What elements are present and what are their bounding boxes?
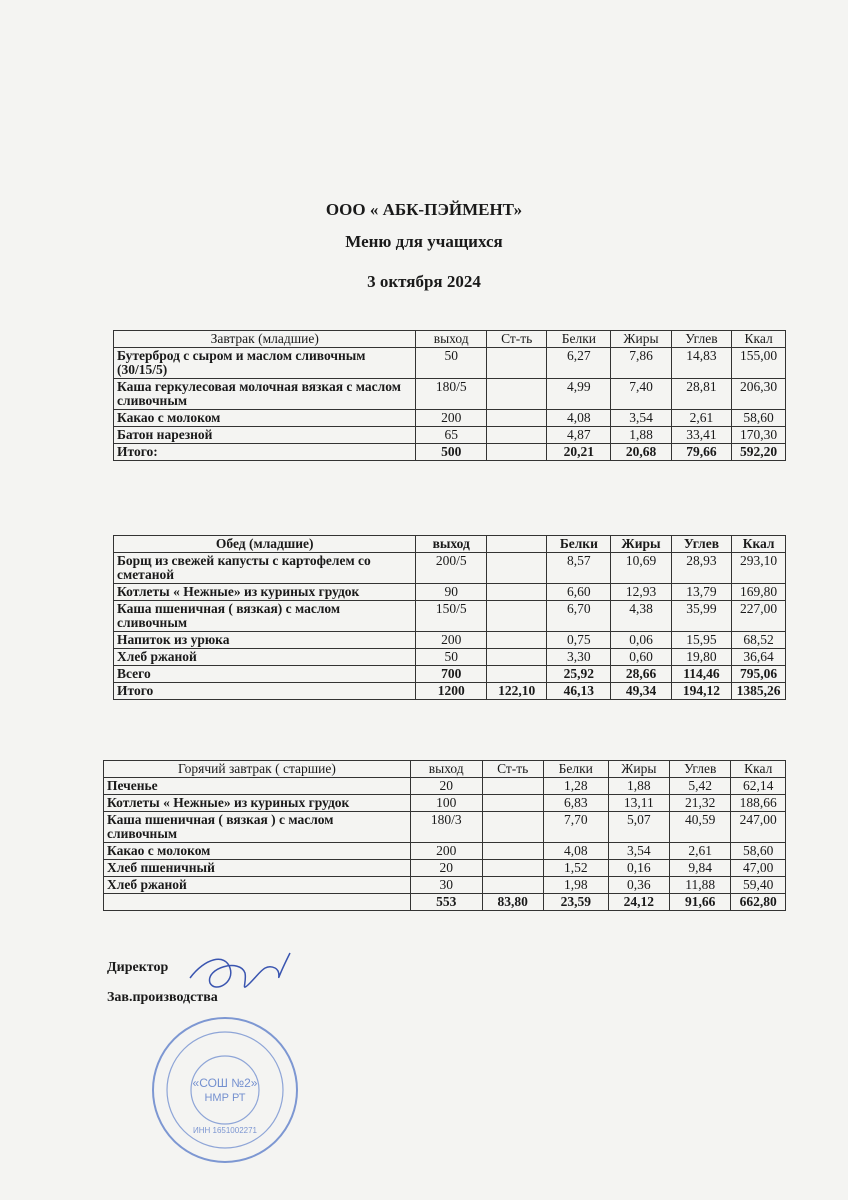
table-row — [114, 410, 786, 427]
yield-cell: 500 — [416, 444, 487, 461]
dish-name: Хлеб пшеничный — [104, 860, 411, 877]
cost-cell — [482, 843, 543, 860]
cost-cell — [486, 584, 546, 601]
yield-cell: 200 — [410, 843, 482, 860]
column-header: Белки — [547, 536, 611, 553]
menu-title: Меню для учащихся — [345, 232, 503, 251]
protein-cell: 6,60 — [547, 584, 611, 601]
protein-cell: 4,08 — [547, 410, 611, 427]
table-breakfast-junior — [113, 330, 786, 461]
protein-cell: 3,30 — [547, 649, 611, 666]
column-header: выход — [416, 331, 487, 348]
table-row — [114, 379, 786, 410]
cost-cell — [486, 666, 546, 683]
yield-cell: 100 — [410, 795, 482, 812]
column-header: Жиры — [611, 331, 671, 348]
column-header: Ст-ть — [486, 331, 546, 348]
table-row — [114, 584, 786, 601]
kcal-cell: 58,60 — [732, 410, 786, 427]
svg-text:ИНН 1651002271: ИНН 1651002271 — [192, 1126, 258, 1135]
column-header — [486, 536, 546, 553]
fat-cell: 1,88 — [611, 427, 671, 444]
total-row — [104, 894, 786, 911]
protein-cell: 6,83 — [543, 795, 608, 812]
column-header: Жиры — [611, 536, 671, 553]
kcal-cell: 155,00 — [732, 348, 786, 379]
dish-name: Печенье — [104, 778, 411, 795]
yield-cell: 180/5 — [416, 379, 487, 410]
dish-name: Борщ из свежей капусты с картофелем со сметаной — [114, 553, 416, 584]
cost-cell: 122,10 — [486, 683, 546, 700]
kcal-cell: 47,00 — [731, 860, 786, 877]
carbs-cell: 9,84 — [670, 860, 731, 877]
cost-cell — [482, 778, 543, 795]
column-header: Белки — [547, 331, 611, 348]
fat-cell: 0,36 — [608, 877, 669, 894]
fat-cell: 7,86 — [611, 348, 671, 379]
yield-cell: 200 — [416, 410, 487, 427]
fat-cell: 0,16 — [608, 860, 669, 877]
cost-cell — [486, 379, 546, 410]
carbs-cell: 79,66 — [671, 444, 731, 461]
total-row — [114, 666, 786, 683]
production-head-label: Зав.производства — [107, 990, 218, 1005]
column-header: Ккал — [731, 761, 786, 778]
column-header: Завтрак (младшие) — [114, 331, 416, 348]
column-header: Углев — [671, 331, 731, 348]
kcal-cell: 247,00 — [731, 812, 786, 843]
fat-cell: 10,69 — [611, 553, 671, 584]
carbs-cell: 13,79 — [671, 584, 731, 601]
cost-cell — [486, 649, 546, 666]
protein-cell: 8,57 — [547, 553, 611, 584]
yield-cell: 200/5 — [416, 553, 487, 584]
director-label: Директор — [107, 960, 169, 975]
kcal-cell: 293,10 — [732, 553, 786, 584]
signature-icon — [185, 948, 295, 1018]
cost-cell — [486, 427, 546, 444]
kcal-cell: 188,66 — [731, 795, 786, 812]
carbs-cell: 40,59 — [670, 812, 731, 843]
dish-name: Итого — [114, 683, 416, 700]
kcal-cell: 68,52 — [732, 632, 786, 649]
fat-cell: 28,66 — [611, 666, 671, 683]
table-header-row — [114, 331, 786, 348]
table-row — [104, 877, 786, 894]
protein-cell: 6,70 — [547, 601, 611, 632]
dish-name: Котлеты « Нежные» из куриных грудок — [104, 795, 411, 812]
dish-name: Батон нарезной — [114, 427, 416, 444]
dish-name: Какао с молоком — [114, 410, 416, 427]
fat-cell: 3,54 — [611, 410, 671, 427]
table-row — [114, 427, 786, 444]
table-lunch-junior — [113, 535, 786, 700]
kcal-cell: 592,20 — [732, 444, 786, 461]
cost-cell — [482, 860, 543, 877]
column-header: выход — [410, 761, 482, 778]
dish-name: Котлеты « Нежные» из куриных грудок — [114, 584, 416, 601]
fat-cell: 13,11 — [608, 795, 669, 812]
dish-name: Всего — [114, 666, 416, 683]
cost-cell — [486, 348, 546, 379]
carbs-cell: 28,93 — [671, 553, 731, 584]
table-header-row — [114, 536, 786, 553]
table-row — [104, 860, 786, 877]
carbs-cell: 35,99 — [671, 601, 731, 632]
protein-cell: 7,70 — [543, 812, 608, 843]
carbs-cell: 19,80 — [671, 649, 731, 666]
cost-cell — [486, 601, 546, 632]
kcal-cell: 795,06 — [732, 666, 786, 683]
yield-cell: 553 — [410, 894, 482, 911]
yield-cell: 180/3 — [410, 812, 482, 843]
column-header: Углев — [671, 536, 731, 553]
fat-cell: 4,38 — [611, 601, 671, 632]
column-header: Ккал — [732, 331, 786, 348]
fat-cell: 5,07 — [608, 812, 669, 843]
protein-cell: 1,98 — [543, 877, 608, 894]
cost-cell — [486, 553, 546, 584]
fat-cell: 49,34 — [611, 683, 671, 700]
cost-cell — [486, 444, 546, 461]
column-header: Горячий завтрак ( старшие) — [104, 761, 411, 778]
dish-name: Хлеб ржаной — [114, 649, 416, 666]
yield-cell: 90 — [416, 584, 487, 601]
kcal-cell: 59,40 — [731, 877, 786, 894]
dish-name: Какао с молоком — [104, 843, 411, 860]
cost-cell — [482, 795, 543, 812]
protein-cell: 6,27 — [547, 348, 611, 379]
fat-cell: 20,68 — [611, 444, 671, 461]
carbs-cell: 14,83 — [671, 348, 731, 379]
protein-cell: 20,21 — [547, 444, 611, 461]
dish-name: Каша пшеничная ( вязкая) с маслом сливочным — [114, 601, 416, 632]
svg-text:НМР РТ: НМР РТ — [204, 1092, 246, 1104]
kcal-cell: 206,30 — [732, 379, 786, 410]
yield-cell: 1200 — [416, 683, 487, 700]
carbs-cell: 114,46 — [671, 666, 731, 683]
total-row — [114, 444, 786, 461]
column-header: Жиры — [608, 761, 669, 778]
column-header: Ккал — [732, 536, 786, 553]
kcal-cell: 169,80 — [732, 584, 786, 601]
carbs-cell: 2,61 — [671, 410, 731, 427]
fat-cell: 7,40 — [611, 379, 671, 410]
table-row — [104, 812, 786, 843]
company-name: ООО « АБК-ПЭЙМЕНТ» — [325, 200, 523, 219]
protein-cell: 1,52 — [543, 860, 608, 877]
dish-name: Каша пшеничная ( вязкая ) с маслом сливочным — [104, 812, 411, 843]
kcal-cell: 662,80 — [731, 894, 786, 911]
fat-cell: 24,12 — [608, 894, 669, 911]
column-header: Ст-ть — [482, 761, 543, 778]
kcal-cell: 227,00 — [732, 601, 786, 632]
yield-cell: 20 — [410, 860, 482, 877]
carbs-cell: 11,88 — [670, 877, 731, 894]
cost-cell: 83,80 — [482, 894, 543, 911]
yield-cell: 200 — [416, 632, 487, 649]
kcal-cell: 1385,26 — [732, 683, 786, 700]
table-row — [114, 601, 786, 632]
protein-cell: 0,75 — [547, 632, 611, 649]
cost-cell — [482, 877, 543, 894]
menu-date: 3 октября 2024 — [367, 272, 481, 291]
dish-name — [104, 894, 411, 911]
carbs-cell: 5,42 — [670, 778, 731, 795]
carbs-cell: 194,12 — [671, 683, 731, 700]
kcal-cell: 36,64 — [732, 649, 786, 666]
column-header: Белки — [543, 761, 608, 778]
carbs-cell: 15,95 — [671, 632, 731, 649]
protein-cell: 46,13 — [547, 683, 611, 700]
table-header-row — [104, 761, 786, 778]
column-header: Углев — [670, 761, 731, 778]
yield-cell: 20 — [410, 778, 482, 795]
table-row — [104, 843, 786, 860]
yield-cell: 50 — [416, 649, 487, 666]
table-row — [114, 348, 786, 379]
yield-cell: 65 — [416, 427, 487, 444]
carbs-cell: 91,66 — [670, 894, 731, 911]
cost-cell — [486, 410, 546, 427]
fat-cell: 3,54 — [608, 843, 669, 860]
dish-name: Бутерброд с сыром и маслом сливочным (30/15/5) — [114, 348, 416, 379]
dish-name: Каша геркулесовая молочная вязкая с маслом сливочным — [114, 379, 416, 410]
yield-cell: 150/5 — [416, 601, 487, 632]
carbs-cell: 33,41 — [671, 427, 731, 444]
kcal-cell: 170,30 — [732, 427, 786, 444]
protein-cell: 4,87 — [547, 427, 611, 444]
dish-name: Хлеб ржаной — [104, 877, 411, 894]
table-row — [104, 795, 786, 812]
protein-cell: 1,28 — [543, 778, 608, 795]
dish-name: Напиток из урюка — [114, 632, 416, 649]
svg-text:«СОШ №2»: «СОШ №2» — [192, 1076, 258, 1090]
kcal-cell: 58,60 — [731, 843, 786, 860]
protein-cell: 4,08 — [543, 843, 608, 860]
yield-cell: 700 — [416, 666, 487, 683]
cost-cell — [482, 812, 543, 843]
fat-cell: 1,88 — [608, 778, 669, 795]
table-row — [114, 649, 786, 666]
column-header: Обед (младшие) — [114, 536, 416, 553]
carbs-cell: 2,61 — [670, 843, 731, 860]
cost-cell — [486, 632, 546, 649]
table-row — [114, 632, 786, 649]
fat-cell: 0,06 — [611, 632, 671, 649]
protein-cell: 4,99 — [547, 379, 611, 410]
dish-name: Итого: — [114, 444, 416, 461]
fat-cell: 12,93 — [611, 584, 671, 601]
table-row — [114, 553, 786, 584]
protein-cell: 25,92 — [547, 666, 611, 683]
protein-cell: 23,59 — [543, 894, 608, 911]
table-row — [104, 778, 786, 795]
official-stamp-icon — [150, 1015, 300, 1165]
yield-cell: 50 — [416, 348, 487, 379]
column-header: выход — [416, 536, 487, 553]
yield-cell: 30 — [410, 877, 482, 894]
total-row — [114, 683, 786, 700]
carbs-cell: 28,81 — [671, 379, 731, 410]
carbs-cell: 21,32 — [670, 795, 731, 812]
fat-cell: 0,60 — [611, 649, 671, 666]
kcal-cell: 62,14 — [731, 778, 786, 795]
table-hot-breakfast-senior — [103, 760, 786, 911]
